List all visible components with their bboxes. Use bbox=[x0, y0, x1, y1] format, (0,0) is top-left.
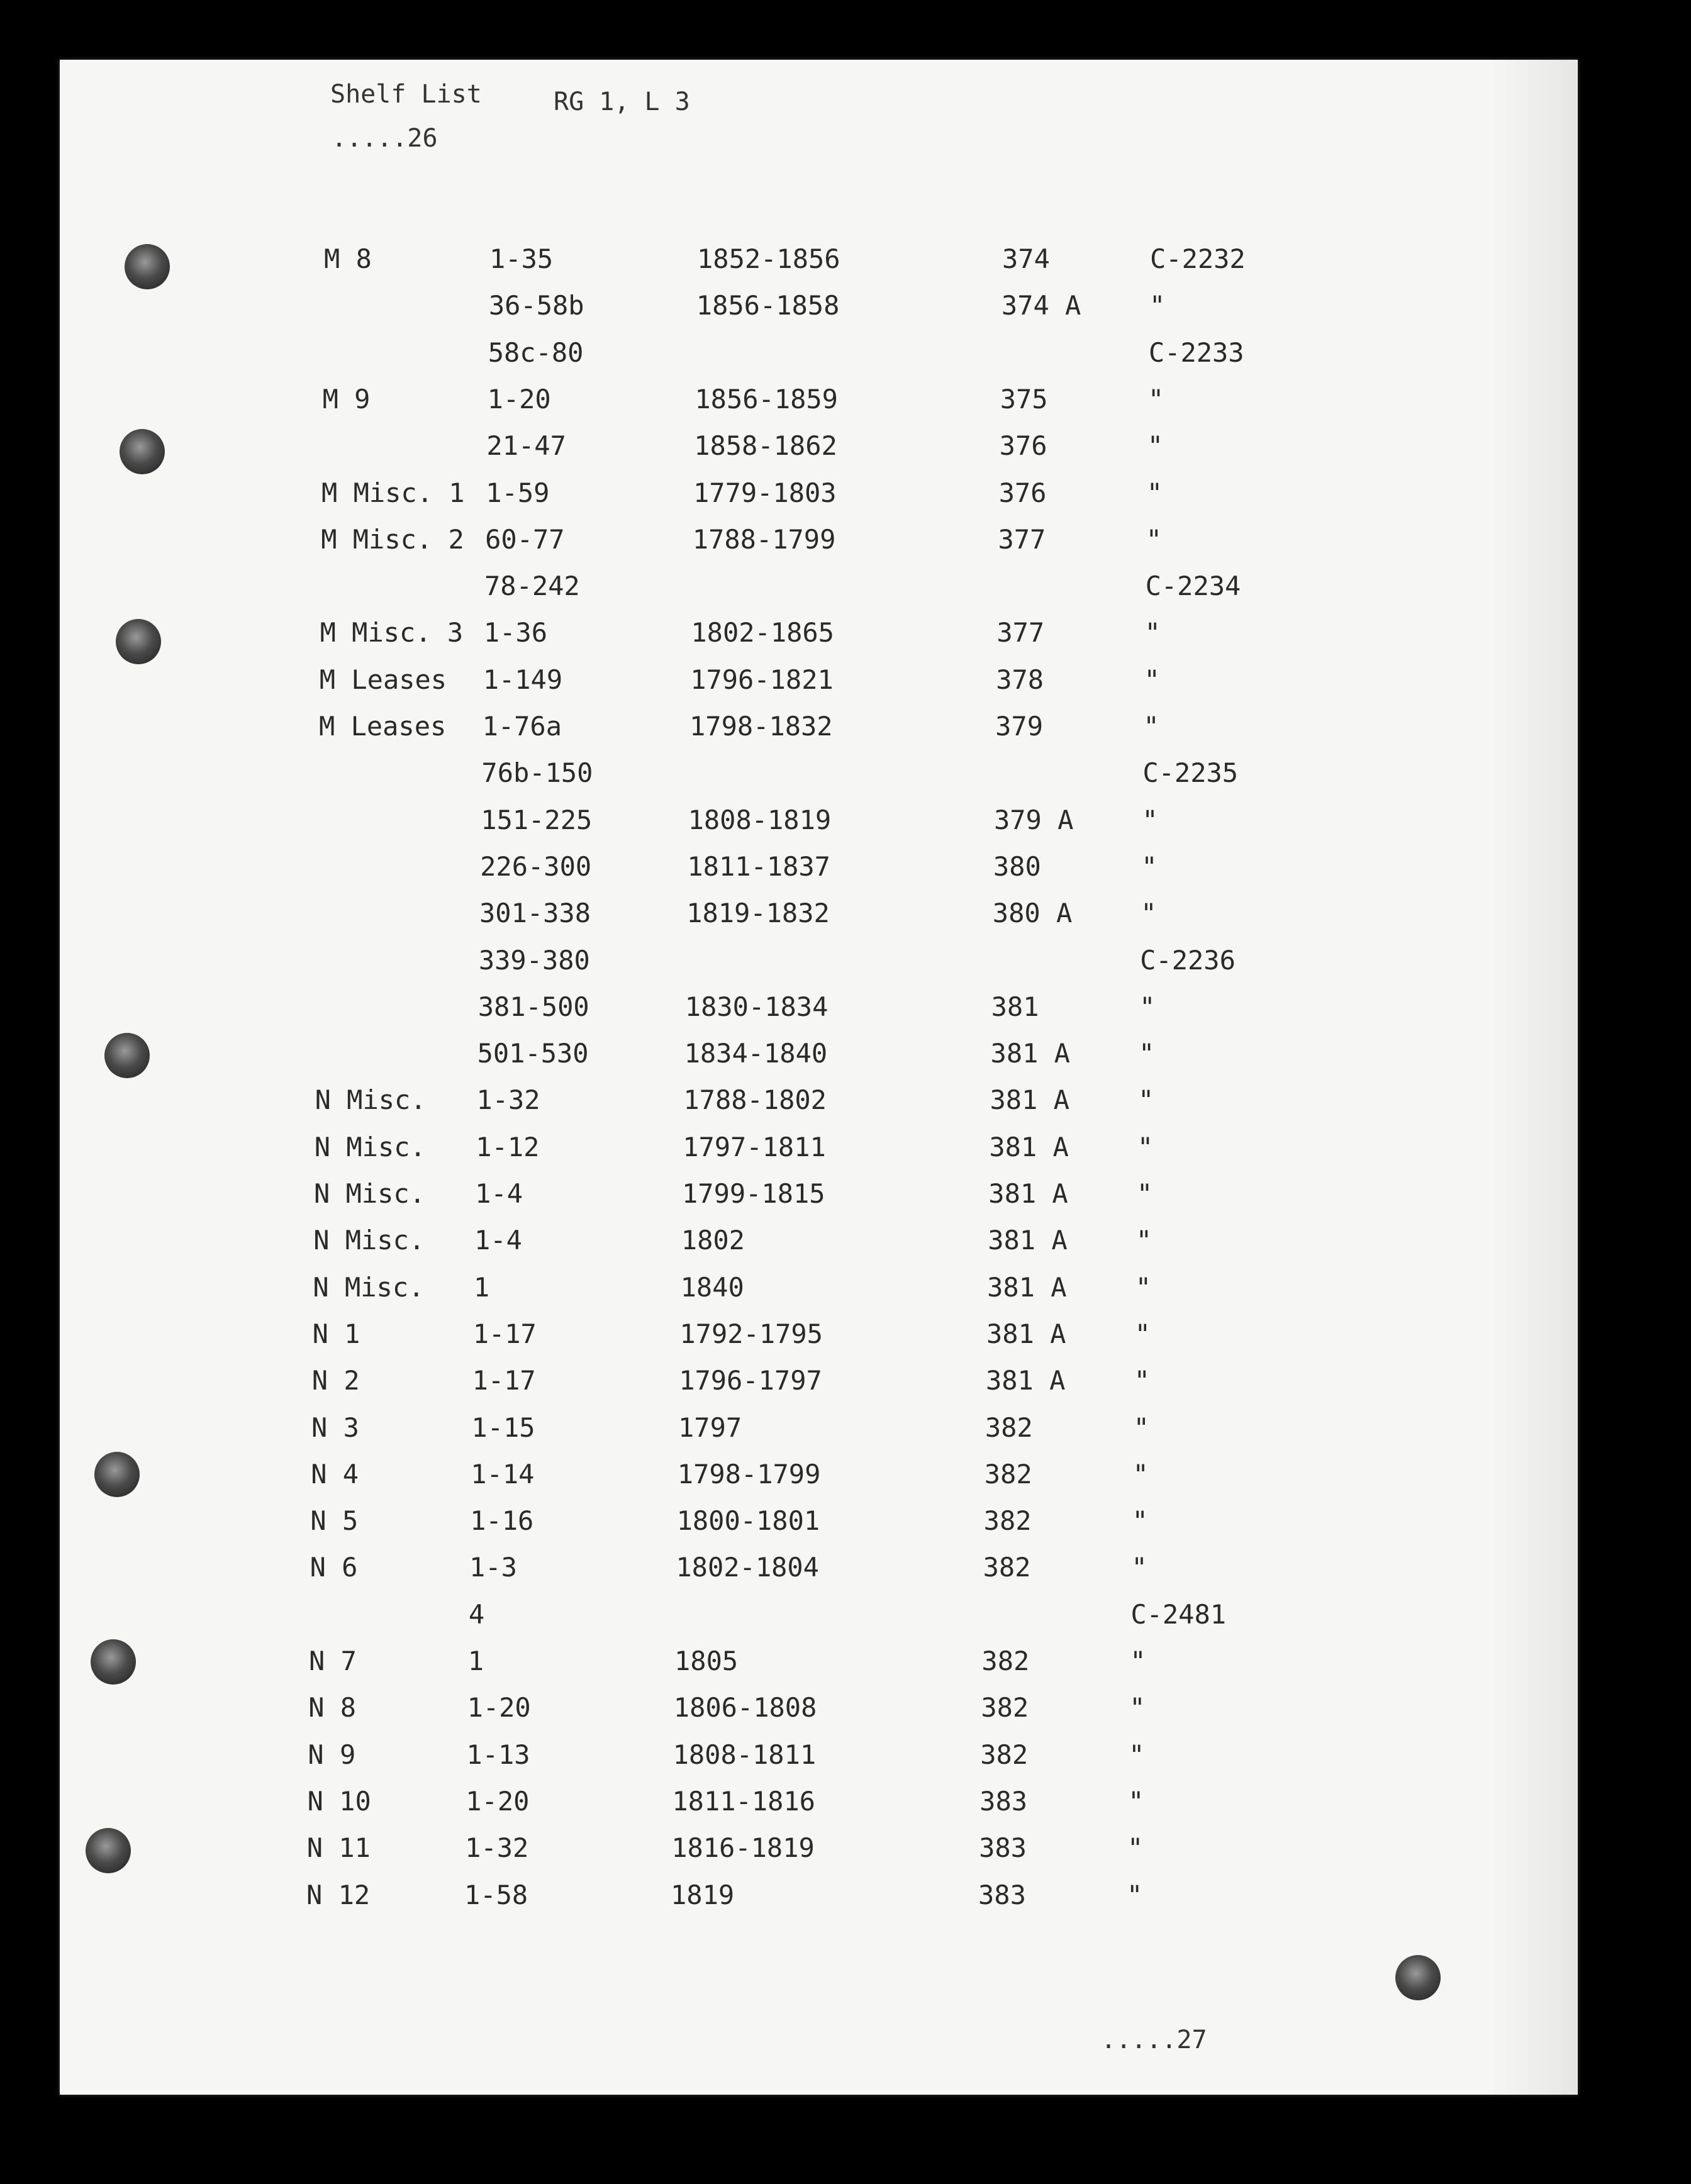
row-label: N 1 bbox=[312, 1318, 360, 1349]
row-label: N 2 bbox=[311, 1365, 360, 1396]
row-box: 381 A bbox=[985, 1365, 1066, 1396]
row-dates: 1798-1799 bbox=[677, 1458, 821, 1490]
row-dates: 1797-1811 bbox=[683, 1131, 826, 1162]
row-dates: 1819-1832 bbox=[686, 898, 830, 929]
row-box: 382 bbox=[984, 1458, 1032, 1490]
row-dates: 1792-1795 bbox=[679, 1318, 823, 1349]
row-box: 381 A bbox=[986, 1318, 1066, 1349]
document-page bbox=[60, 60, 1578, 2095]
row-dates: 1788-1799 bbox=[692, 523, 836, 555]
row-range: 21-47 bbox=[486, 430, 566, 462]
row-dates: 1830-1834 bbox=[684, 991, 829, 1022]
row-reel: " bbox=[1146, 523, 1162, 555]
row-dates: 1788-1802 bbox=[683, 1084, 827, 1116]
row-dates: 1819 bbox=[671, 1879, 735, 1910]
row-dates: 1811-1837 bbox=[687, 850, 830, 882]
row-box: 381 A bbox=[987, 1271, 1067, 1303]
row-box: 377 bbox=[998, 523, 1046, 555]
row-label: N 3 bbox=[311, 1412, 359, 1443]
row-range: 1-36 bbox=[483, 617, 547, 649]
row-reel: " bbox=[1139, 1038, 1155, 1069]
punch-hole bbox=[125, 244, 170, 289]
row-reel: C-2234 bbox=[1145, 571, 1241, 602]
row-reel: " bbox=[1128, 1785, 1144, 1817]
row-box: 381 bbox=[991, 991, 1039, 1022]
row-label: N 6 bbox=[310, 1552, 358, 1583]
row-reel: " bbox=[1127, 1832, 1144, 1864]
punch-hole bbox=[120, 429, 165, 474]
row-dates: 1811-1816 bbox=[672, 1785, 815, 1817]
previous-page-marker: .....26 bbox=[332, 124, 438, 153]
row-dates: 1852-1856 bbox=[697, 243, 840, 274]
row-range: 1-13 bbox=[466, 1739, 530, 1770]
row-box: 376 bbox=[999, 430, 1047, 462]
row-dates: 1800-1801 bbox=[676, 1505, 820, 1537]
row-label: M Misc. 2 bbox=[321, 523, 464, 555]
punch-hole bbox=[1395, 1955, 1441, 2000]
row-range: 1-35 bbox=[489, 243, 554, 274]
row-range: 151-225 bbox=[481, 804, 593, 835]
row-reel: " bbox=[1136, 1225, 1152, 1256]
punch-hole bbox=[104, 1033, 150, 1078]
row-range: 1-4 bbox=[475, 1178, 523, 1209]
row-dates: 1802 bbox=[681, 1225, 745, 1256]
row-label: M Leases bbox=[319, 711, 447, 742]
row-box: 382 bbox=[981, 1692, 1029, 1724]
row-reel: " bbox=[1149, 290, 1166, 321]
row-box: 381 A bbox=[988, 1178, 1068, 1209]
row-dates: 1808-1811 bbox=[672, 1739, 817, 1770]
row-reel: " bbox=[1144, 664, 1160, 695]
row-reel: " bbox=[1129, 1692, 1146, 1724]
shelf-list-heading: Shelf List bbox=[330, 80, 482, 109]
row-dates: 1834-1840 bbox=[684, 1038, 828, 1069]
row-range: 1-4 bbox=[474, 1225, 522, 1256]
row-dates: 1779-1803 bbox=[693, 477, 837, 508]
row-box: 377 bbox=[996, 617, 1045, 649]
row-reel: C-2233 bbox=[1148, 337, 1244, 368]
row-reel: " bbox=[1127, 1879, 1143, 1910]
row-label: N Misc. bbox=[313, 1271, 425, 1303]
row-dates: 1806-1808 bbox=[673, 1692, 817, 1724]
row-range: 1 bbox=[473, 1271, 490, 1303]
row-range: 4 bbox=[468, 1598, 485, 1630]
row-dates: 1840 bbox=[680, 1271, 744, 1303]
row-reel: C-2236 bbox=[1140, 944, 1236, 976]
row-range: 1-58 bbox=[464, 1879, 528, 1910]
row-label: N Misc. bbox=[314, 1178, 426, 1209]
row-range: 1-32 bbox=[465, 1832, 529, 1864]
row-label: M Misc. 1 bbox=[321, 477, 465, 508]
row-reel: " bbox=[1139, 991, 1156, 1022]
row-reel: " bbox=[1141, 850, 1158, 882]
row-range: 1-76a bbox=[482, 711, 562, 742]
row-range: 1 bbox=[467, 1646, 484, 1676]
row-label: N 5 bbox=[310, 1505, 359, 1537]
row-dates: 1796-1797 bbox=[679, 1365, 822, 1396]
row-range: 1-16 bbox=[470, 1505, 534, 1537]
row-reel: " bbox=[1146, 477, 1163, 508]
row-reel: " bbox=[1141, 898, 1157, 929]
row-reel: " bbox=[1134, 1365, 1150, 1396]
row-label: N 9 bbox=[308, 1739, 356, 1770]
row-reel: " bbox=[1142, 804, 1158, 835]
row-box: 382 bbox=[980, 1739, 1029, 1770]
row-box: 383 bbox=[979, 1785, 1028, 1817]
row-range: 60-77 bbox=[485, 523, 565, 555]
row-box: 379 A bbox=[993, 804, 1074, 835]
row-box: 375 bbox=[1000, 383, 1048, 415]
row-range: 381-500 bbox=[477, 991, 589, 1022]
row-range: 339-380 bbox=[478, 944, 590, 976]
row-range: 1-59 bbox=[486, 477, 550, 508]
row-label: N Misc. bbox=[315, 1084, 427, 1116]
row-label: M 8 bbox=[324, 243, 372, 274]
row-dates: 1805 bbox=[674, 1646, 739, 1676]
row-box: 381 A bbox=[989, 1131, 1069, 1162]
row-dates: 1808-1819 bbox=[688, 804, 832, 835]
row-label: N Misc. bbox=[314, 1131, 426, 1162]
row-reel: " bbox=[1136, 1178, 1153, 1209]
row-range: 36-58b bbox=[488, 290, 584, 321]
row-dates: 1816-1819 bbox=[671, 1832, 815, 1864]
row-range: 1-17 bbox=[472, 1318, 537, 1349]
row-range: 226-300 bbox=[480, 850, 592, 882]
row-range: 1-3 bbox=[469, 1552, 517, 1583]
row-label: N 8 bbox=[308, 1692, 357, 1724]
punch-hole bbox=[94, 1452, 140, 1497]
row-range: 1-149 bbox=[483, 664, 563, 695]
row-label: M Leases bbox=[319, 664, 447, 695]
punch-hole bbox=[91, 1639, 136, 1685]
row-box: 382 bbox=[985, 1412, 1033, 1443]
row-box: 382 bbox=[983, 1552, 1031, 1583]
row-range: 501-530 bbox=[477, 1038, 589, 1069]
row-range: 1-20 bbox=[466, 1785, 530, 1817]
row-label: N 12 bbox=[306, 1879, 371, 1910]
row-dates: 1796-1821 bbox=[690, 664, 834, 695]
row-box: 381 A bbox=[988, 1225, 1068, 1256]
row-box: 382 bbox=[983, 1505, 1032, 1537]
row-label: N 10 bbox=[307, 1785, 371, 1817]
row-label: N 7 bbox=[309, 1646, 357, 1676]
row-reel: " bbox=[1135, 1271, 1152, 1303]
row-label: N Misc. bbox=[313, 1225, 425, 1256]
punch-hole bbox=[86, 1828, 131, 1873]
row-dates: 1858-1862 bbox=[694, 430, 837, 462]
row-reel: " bbox=[1129, 1739, 1145, 1770]
row-dates: 1802-1865 bbox=[691, 617, 834, 649]
row-box: 381 A bbox=[990, 1038, 1070, 1069]
row-reel: " bbox=[1132, 1458, 1149, 1490]
row-box: 374 bbox=[1002, 243, 1050, 274]
row-range: 1-20 bbox=[487, 383, 551, 415]
row-reel: " bbox=[1137, 1131, 1154, 1162]
row-box: 378 bbox=[996, 664, 1044, 695]
row-dates: 1799-1815 bbox=[682, 1178, 825, 1209]
row-range: 1-15 bbox=[471, 1412, 535, 1443]
row-range: 76b-150 bbox=[481, 757, 593, 789]
row-box: 380 bbox=[993, 850, 1041, 882]
row-label: N 4 bbox=[311, 1458, 359, 1490]
row-range: 1-20 bbox=[467, 1692, 531, 1724]
row-box: 376 bbox=[998, 477, 1047, 508]
row-reel: " bbox=[1147, 430, 1164, 462]
row-dates: 1798-1832 bbox=[689, 711, 833, 742]
next-page-marker: .....27 bbox=[1101, 2025, 1207, 2054]
row-reel: " bbox=[1143, 711, 1159, 742]
record-group-ref: RG 1, L 3 bbox=[554, 87, 690, 116]
row-reel: " bbox=[1144, 617, 1161, 649]
row-range: 301-338 bbox=[479, 898, 591, 929]
row-reel: " bbox=[1131, 1552, 1147, 1583]
row-label: M Misc. 3 bbox=[320, 617, 464, 649]
row-dates: 1856-1859 bbox=[695, 383, 838, 415]
row-range: 78-242 bbox=[484, 571, 580, 602]
row-reel: " bbox=[1132, 1505, 1148, 1537]
row-range: 1-14 bbox=[471, 1458, 535, 1490]
row-reel: " bbox=[1137, 1084, 1154, 1116]
row-reel: C-2481 bbox=[1130, 1598, 1227, 1630]
row-dates: 1856-1858 bbox=[696, 290, 840, 321]
row-range: 1-17 bbox=[472, 1365, 536, 1396]
row-reel: " bbox=[1133, 1412, 1149, 1443]
row-box: 383 bbox=[979, 1832, 1027, 1864]
row-dates: 1802-1804 bbox=[676, 1552, 819, 1583]
row-range: 1-12 bbox=[476, 1131, 540, 1162]
row-box: 380 A bbox=[992, 898, 1073, 929]
row-reel: " bbox=[1147, 383, 1164, 415]
row-reel: " bbox=[1130, 1646, 1146, 1676]
punch-hole bbox=[116, 619, 161, 664]
row-label: M 9 bbox=[322, 383, 371, 415]
row-box: 383 bbox=[978, 1879, 1026, 1910]
row-box: 381 A bbox=[990, 1084, 1069, 1116]
row-reel: C-2232 bbox=[1150, 243, 1246, 274]
row-range: 1-32 bbox=[476, 1084, 540, 1116]
row-box: 374 A bbox=[1001, 290, 1081, 321]
row-reel: C-2235 bbox=[1142, 757, 1239, 789]
row-box: 382 bbox=[981, 1646, 1030, 1676]
row-range: 58c-80 bbox=[488, 337, 584, 368]
row-dates: 1797 bbox=[678, 1412, 742, 1443]
row-label: N 11 bbox=[306, 1832, 371, 1864]
row-reel: " bbox=[1134, 1318, 1151, 1349]
row-box: 379 bbox=[995, 711, 1043, 742]
